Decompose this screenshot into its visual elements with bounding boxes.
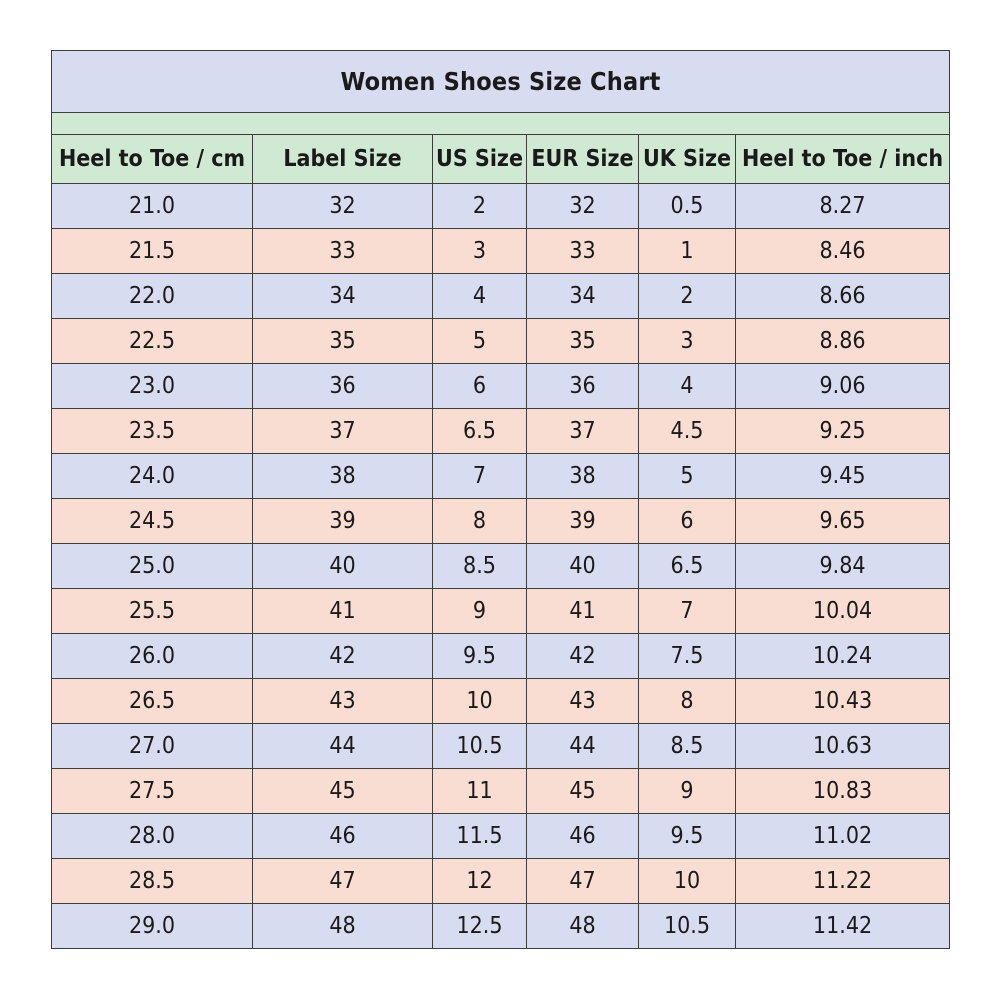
column-header-heel-to-toe-inch: Heel to Toe / inch — [736, 135, 950, 184]
cell-heel-to-toe-cm: 28.0 — [52, 814, 253, 859]
cell-heel-to-toe-inch: 10.43 — [736, 679, 950, 724]
cell-us-size: 10.5 — [433, 724, 527, 769]
cell-heel-to-toe-inch: 8.46 — [736, 229, 950, 274]
cell-us-size: 12 — [433, 859, 527, 904]
cell-eur-size: 34 — [527, 274, 639, 319]
cell-heel-to-toe-cm: 24.0 — [52, 454, 253, 499]
cell-eur-size: 48 — [527, 904, 639, 949]
cell-us-size: 6.5 — [433, 409, 527, 454]
cell-heel-to-toe-cm: 25.5 — [52, 589, 253, 634]
cell-us-size: 7 — [433, 454, 527, 499]
column-header-row — [52, 135, 950, 184]
table-row — [52, 544, 950, 589]
cell-heel-to-toe-cm: 23.5 — [52, 409, 253, 454]
cell-eur-size: 35 — [527, 319, 639, 364]
cell-label-size: 32 — [253, 184, 433, 229]
cell-us-size: 8.5 — [433, 544, 527, 589]
cell-uk-size: 10.5 — [639, 904, 736, 949]
table-row — [52, 319, 950, 364]
cell-uk-size: 2 — [639, 274, 736, 319]
cell-heel-to-toe-inch: 11.02 — [736, 814, 950, 859]
cell-uk-size: 0.5 — [639, 184, 736, 229]
cell-us-size: 6 — [433, 364, 527, 409]
cell-heel-to-toe-inch: 10.83 — [736, 769, 950, 814]
cell-heel-to-toe-cm: 24.5 — [52, 499, 253, 544]
cell-eur-size: 33 — [527, 229, 639, 274]
cell-label-size: 41 — [253, 589, 433, 634]
cell-eur-size: 38 — [527, 454, 639, 499]
cell-us-size: 9 — [433, 589, 527, 634]
title-row — [52, 51, 950, 113]
table-row — [52, 769, 950, 814]
cell-uk-size: 1 — [639, 229, 736, 274]
cell-us-size: 11 — [433, 769, 527, 814]
cell-heel-to-toe-inch: 10.24 — [736, 634, 950, 679]
cell-label-size: 36 — [253, 364, 433, 409]
cell-heel-to-toe-cm: 21.5 — [52, 229, 253, 274]
cell-heel-to-toe-inch: 9.45 — [736, 454, 950, 499]
cell-uk-size: 9.5 — [639, 814, 736, 859]
cell-heel-to-toe-inch: 11.22 — [736, 859, 950, 904]
cell-heel-to-toe-cm: 23.0 — [52, 364, 253, 409]
cell-heel-to-toe-inch: 11.42 — [736, 904, 950, 949]
cell-us-size: 11.5 — [433, 814, 527, 859]
size-chart-table — [51, 50, 950, 949]
table-row — [52, 184, 950, 229]
table-row — [52, 679, 950, 724]
cell-heel-to-toe-cm: 21.0 — [52, 184, 253, 229]
cell-uk-size: 9 — [639, 769, 736, 814]
cell-label-size: 40 — [253, 544, 433, 589]
cell-heel-to-toe-inch: 9.65 — [736, 499, 950, 544]
table-row — [52, 499, 950, 544]
table-head — [52, 51, 950, 184]
cell-label-size: 44 — [253, 724, 433, 769]
cell-label-size: 37 — [253, 409, 433, 454]
column-header-uk-size: UK Size — [639, 135, 736, 184]
cell-heel-to-toe-inch: 9.06 — [736, 364, 950, 409]
cell-uk-size: 7.5 — [639, 634, 736, 679]
cell-heel-to-toe-inch: 8.86 — [736, 319, 950, 364]
cell-label-size: 43 — [253, 679, 433, 724]
cell-heel-to-toe-cm: 29.0 — [52, 904, 253, 949]
cell-eur-size: 36 — [527, 364, 639, 409]
cell-heel-to-toe-cm: 26.0 — [52, 634, 253, 679]
table-row — [52, 904, 950, 949]
cell-eur-size: 44 — [527, 724, 639, 769]
table-row — [52, 274, 950, 319]
chart-title: Women Shoes Size Chart — [52, 51, 950, 113]
cell-label-size: 35 — [253, 319, 433, 364]
cell-heel-to-toe-inch: 8.27 — [736, 184, 950, 229]
cell-heel-to-toe-cm: 22.0 — [52, 274, 253, 319]
cell-label-size: 39 — [253, 499, 433, 544]
table-row — [52, 454, 950, 499]
column-header-heel-to-toe-cm: Heel to Toe / cm — [52, 135, 253, 184]
cell-us-size: 12.5 — [433, 904, 527, 949]
cell-heel-to-toe-inch: 8.66 — [736, 274, 950, 319]
cell-us-size: 8 — [433, 499, 527, 544]
cell-uk-size: 4.5 — [639, 409, 736, 454]
cell-eur-size: 43 — [527, 679, 639, 724]
cell-uk-size: 6 — [639, 499, 736, 544]
cell-label-size: 33 — [253, 229, 433, 274]
cell-eur-size: 45 — [527, 769, 639, 814]
cell-us-size: 3 — [433, 229, 527, 274]
table-row — [52, 814, 950, 859]
column-header-us-size: US Size — [433, 135, 527, 184]
cell-uk-size: 4 — [639, 364, 736, 409]
cell-label-size: 42 — [253, 634, 433, 679]
cell-heel-to-toe-cm: 26.5 — [52, 679, 253, 724]
table-row — [52, 589, 950, 634]
table-row — [52, 634, 950, 679]
column-header-eur-size: EUR Size — [527, 135, 639, 184]
cell-us-size: 5 — [433, 319, 527, 364]
cell-uk-size: 8 — [639, 679, 736, 724]
table-row — [52, 229, 950, 274]
cell-label-size: 46 — [253, 814, 433, 859]
table-body — [52, 184, 950, 949]
cell-label-size: 45 — [253, 769, 433, 814]
cell-heel-to-toe-cm: 27.0 — [52, 724, 253, 769]
table-row — [52, 409, 950, 454]
spacer-cell — [52, 113, 950, 135]
cell-uk-size: 6.5 — [639, 544, 736, 589]
table-row — [52, 364, 950, 409]
cell-us-size: 2 — [433, 184, 527, 229]
cell-uk-size: 3 — [639, 319, 736, 364]
cell-uk-size: 5 — [639, 454, 736, 499]
cell-label-size: 47 — [253, 859, 433, 904]
cell-eur-size: 40 — [527, 544, 639, 589]
cell-heel-to-toe-cm: 28.5 — [52, 859, 253, 904]
cell-label-size: 48 — [253, 904, 433, 949]
cell-heel-to-toe-cm: 25.0 — [52, 544, 253, 589]
cell-eur-size: 47 — [527, 859, 639, 904]
cell-eur-size: 46 — [527, 814, 639, 859]
cell-label-size: 38 — [253, 454, 433, 499]
cell-us-size: 4 — [433, 274, 527, 319]
cell-eur-size: 39 — [527, 499, 639, 544]
spacer-row — [52, 113, 950, 135]
cell-eur-size: 32 — [527, 184, 639, 229]
cell-eur-size: 41 — [527, 589, 639, 634]
cell-heel-to-toe-cm: 22.5 — [52, 319, 253, 364]
cell-label-size: 34 — [253, 274, 433, 319]
cell-uk-size: 10 — [639, 859, 736, 904]
cell-heel-to-toe-inch: 10.04 — [736, 589, 950, 634]
cell-heel-to-toe-cm: 27.5 — [52, 769, 253, 814]
cell-us-size: 10 — [433, 679, 527, 724]
cell-eur-size: 42 — [527, 634, 639, 679]
cell-eur-size: 37 — [527, 409, 639, 454]
column-header-label-size: Label Size — [253, 135, 433, 184]
cell-uk-size: 7 — [639, 589, 736, 634]
table-row — [52, 724, 950, 769]
cell-uk-size: 8.5 — [639, 724, 736, 769]
table-row — [52, 859, 950, 904]
cell-heel-to-toe-inch: 9.84 — [736, 544, 950, 589]
cell-us-size: 9.5 — [433, 634, 527, 679]
cell-heel-to-toe-inch: 10.63 — [736, 724, 950, 769]
cell-heel-to-toe-inch: 9.25 — [736, 409, 950, 454]
